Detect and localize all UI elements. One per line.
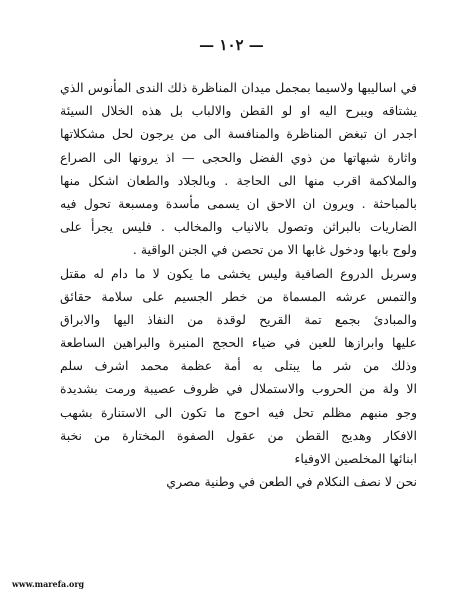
text-line: عليها وابرازها للعين في ضياء الحجج المنيرة والبراهين الساطعة [60,335,417,351]
text-line: ولوج بابها ودخول غابها الا من تحصن في الجنن الواقية . [132,242,417,258]
text-line: والتمس عرشه المسماة من خطر الجسيم على سلامة حقائق [60,288,417,304]
text-line: ابنائها المخلصين الاوفياء [294,451,417,466]
text-line: وذلك من شر ما يبتلى به أمة عظمة محمد اشرف سلم [60,358,417,374]
page-number: — ١٠٢ — [199,36,264,54]
text-line: والملاكمة اقرب منها الى الحاجة . وبالجلاد والطعان اشكل منها [60,172,417,188]
text-line: وجو منبهم مظلم تحل فيه احوج ما تكون الى الاستنارة بشهب [60,404,417,420]
text-line: الا ولة من الحروب والاستملال في ظروف عصيبة ورمت بشديدة [60,381,417,397]
text-line: وسربل الدروع الصافية وليس يخشى ما يكون لا ما دام له مقتل [60,265,417,281]
text-line: الضاريات بالبراثن وتصول بالانياب والمخالب . فليس يجرأ على [60,219,417,235]
text-line: اجدر ان تبغض المناظرة والمنافسة الى من يرجون لحل مشكلاتها [60,126,417,142]
text-line: في اساليبها ولاسيما بمجمل ميدان المناظرة ذلك الندى المأنوس الذي [60,80,417,95]
body-text [60,76,417,493]
text-line: بالمباحثة . ويرون ان الاحق ان يسمى مأسدة ومسبعة تحول فيه [60,195,417,211]
text-line: الافكار وهديج القطن من عقول الصفوة المختارة من نخبة [60,427,417,443]
text-line: والمبادئ بجمع تمة القريح لوقدة من النفاذ اليها والابراق [60,311,417,327]
text-line: نحن لا نصف النكلام في الطعن في وطنية مصري [166,474,417,490]
text-line: يشتاقه ويبرح اليه او لو القطن والالباب بل هذه الخلال السيئة [60,103,417,119]
website-link[interactable]: www.marefa.org [12,579,85,589]
text-line: واثارة شبهاتها من ذوي الفضل والحجى — اذ يرونها الى الصراع [60,149,417,165]
